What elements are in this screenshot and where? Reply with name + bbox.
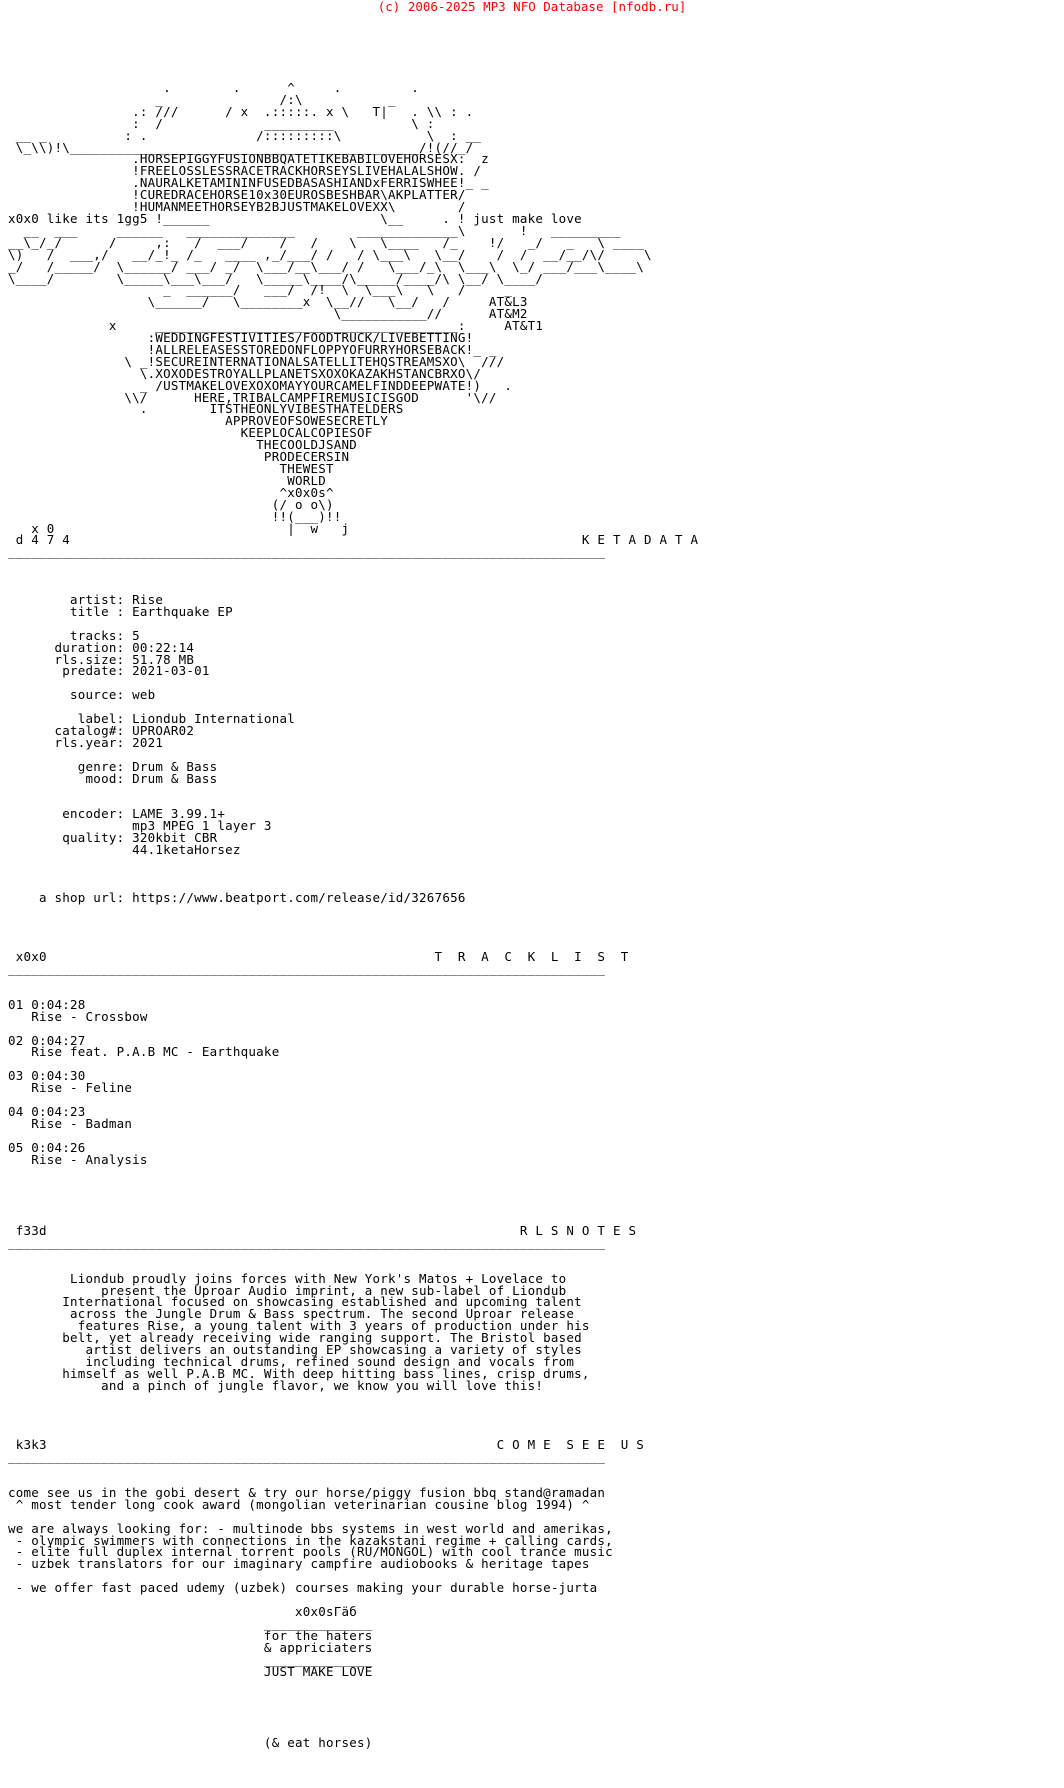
nfo-line: !!(___)!!: [8, 508, 342, 524]
nfo-line: belt, yet already receiving wide ranging support. The Bristol based: [8, 1330, 582, 1346]
nfo-line: ^x0x0s^: [8, 484, 334, 500]
site-copyright-link[interactable]: (c) 2006-2025 MP3 NFO Database [nfodb.ru]: [377, 0, 687, 14]
nfo-line: _/ /_____/ \______/ ___/ _/ \___/__\___/ / \___/_\ \___\ \_/ ___/___\____\: [8, 258, 644, 274]
nfo-line: [8, 1701, 698, 1713]
nfo-line: [8, 927, 698, 939]
nfo-line: Rise feat. P.A.B MC - Earthquake: [8, 1044, 280, 1060]
nfo-line: himself as well P.A.B MC. With deep hitting bass lines, crisp drums,: [8, 1365, 590, 1381]
nfo-line: _ ______/ ___/ /! \ \___\ \ / _: [8, 282, 513, 298]
nfo-line: including technical drums, refined sound design and vocals from: [8, 1353, 575, 1369]
nfo-line: 44.1ketaHorsez: [8, 842, 241, 857]
nfo-line: JUST MAKE LOVE: [8, 1663, 373, 1679]
nfo-line: mp3 MPEG 1 layer 3: [8, 818, 272, 834]
nfo-line: [8, 1689, 698, 1701]
nfo-line: PRODECERSIN: [8, 449, 350, 465]
nfo-line: \\/ HERE,TRIBALCAMPFIREMUSICISGOD '\//: [8, 389, 497, 405]
nfo-line: tracks: 5: [8, 627, 140, 643]
nfo-line: mood: Drum & Bass: [8, 770, 218, 786]
nfo-line: - we offer fast paced udemy (uzbek) courses making your durable horse-jurta: [8, 1580, 598, 1596]
nfo-line: Liondub proudly joins forces with New York's Matos + Lovelace to: [8, 1270, 567, 1286]
nfo-line: ______________: [8, 1615, 373, 1631]
nfo-line: ^ most tender long cook award (mongolian veterinarian cousine blog 1994) ^: [8, 1496, 590, 1512]
nfo-line: Rise - Crossbow: [8, 1008, 148, 1024]
nfo-line: [8, 1130, 698, 1142]
nfo-line: we are always looking for: - multinode bbs systems in west world and amerikas,: [8, 1520, 613, 1536]
nfo-line: f33d R L S N O T E S: [8, 1223, 637, 1238]
nfo-line: duration: 00:22:14: [8, 639, 195, 655]
nfo-line: . . ^ . .: [8, 80, 420, 95]
nfo-line: x 0 | w j: [8, 520, 350, 536]
nfo-line: International focused on showcasing established and upcoming talent: [8, 1294, 582, 1310]
nfo-line: THEWEST: [8, 461, 334, 476]
nfo-line: title : Earthquake EP: [8, 603, 233, 619]
nfo-line: label: Liondub International: [8, 711, 295, 727]
nfo-line: [8, 1165, 698, 1177]
nfo-line: - olympic swimmers with connections in the kazakstani regime + calling cards,: [8, 1532, 613, 1548]
nfo-line: [8, 1201, 698, 1213]
nfo-line: \_\\)!\_____________________________________________/!(//_/: [8, 139, 474, 155]
nfo-line: : / _________ \ :: [8, 115, 435, 131]
nfo-line: - elite full duplex internal torrent pools (RU/MONGOL) with cool trance music: [8, 1544, 613, 1560]
nfo-line: . ITSTHEONLYVIBESTHATELDERS: [8, 401, 404, 417]
nfo-line: [8, 868, 698, 880]
nfo-line: .HORSEPIGGYFUSIONBBQATETIKEBABILOVEHORSESX: z: [8, 151, 489, 167]
nfo-line: encoder: LAME 3.99.1+: [8, 806, 226, 822]
nfo-line: come see us in the gobi desert & try our horse/piggy fusion bbq stand@ramadan: [8, 1484, 606, 1500]
nfo-line: ______________: [8, 1651, 373, 1667]
nfo-line: KEEPLOCALCOPIESOF: [8, 425, 373, 441]
nfo-line: [8, 1713, 698, 1725]
nfo-line: across the Jungle Drum & Bass spectrum. The second Uproar release: [8, 1306, 575, 1322]
nfo-line: [8, 1249, 698, 1261]
nfo-line: and a pinch of jungle flavor, we know you will love this!: [8, 1377, 544, 1393]
nfo-line: \ _!SECUREINTERNATIONALSATELLITEHQSTREAMSXO\ ///: [8, 353, 505, 369]
nfo-line: __\_/_/ / ,: / ___/ / / \ \____ /_ !/ _/ _ \ ____: [8, 234, 644, 250]
nfo-line: [8, 1189, 698, 1201]
nfo-line: _ /:\ _: [8, 91, 396, 107]
nfo-line: !ALLRELEASESSTOREDONFLOPPYOFURRYHORSEBACK!_ _: [8, 341, 497, 357]
nfo-line: 02 0:04:27: [8, 1032, 86, 1048]
nfo-line: !FREELOSSLESSRACETRACKHORSEYSLIVEHALALSHOW. /: [8, 163, 482, 179]
nfo-line: catalog#: UPROAR02: [8, 722, 195, 738]
nfo-line: (/ o o\): [8, 496, 334, 512]
nfo-line: Rise - Analysis: [8, 1151, 148, 1167]
nfo-line: [8, 558, 698, 570]
nfo-line: x0x0 like its 1gg5 !______ \__ . ! just make love: [8, 210, 582, 226]
nfo-line: [8, 570, 698, 582]
nfo-line: [8, 1058, 698, 1070]
nfo-line: [8, 904, 698, 916]
nfo-line: predate: 2021-03-01: [8, 663, 210, 679]
nfo-line: rls.size: 51.78 MB: [8, 651, 195, 667]
nfo-line: _____________________________________________________________________________: [8, 1234, 606, 1250]
nfo-line: [8, 1392, 698, 1404]
nfo-line: Rise - Badman: [8, 1115, 133, 1131]
nfo-line: \______/ \________x \__// \__/ / AT&L3: [8, 294, 528, 310]
nfo-line: !HUMANMEETHORSEYB2BJUSTMAKELOVEXX\ /: [8, 199, 466, 215]
nfo-line: artist delivers an outstanding EP showcasing a variety of styles: [8, 1342, 582, 1358]
nfo-line: WORLD: [8, 472, 326, 488]
nfo-line: [8, 784, 698, 796]
nfo-line: rls.year: 2021: [8, 734, 164, 750]
nfo-line: d 4 7 4 K E T A D A T A: [8, 532, 699, 548]
nfo-line: _____________________________________________________________________________: [8, 1449, 606, 1465]
nfo-line: quality: 320kbit CBR: [8, 830, 218, 846]
nfo-line: _ /USTMAKELOVEXOXOMAYYOURCAMELFINDDEEPWATE!) .: [8, 377, 513, 393]
nfo-line: - uzbek translators for our imaginary campfire audiobooks & heritage tapes: [8, 1556, 590, 1572]
nfo-line: genre: Drum & Bass: [8, 758, 218, 774]
nfo-line: (& eat horses): [8, 1734, 373, 1750]
nfo-line: APPROVEOFSOWESECRETLY: [8, 413, 389, 429]
nfo-line: [8, 1404, 698, 1416]
nfo-line: [8, 1416, 698, 1428]
nfo-line: 04 0:04:23: [8, 1103, 86, 1119]
nfo-line: _____________________________________________________________________________: [8, 544, 606, 560]
nfo-line: .NAURALKETAMININFUSEDBASASHIANDxFERRISWHEE!_ _: [8, 175, 489, 191]
nfo-line: 01 0:04:28: [8, 996, 86, 1012]
nfo-line: for the haters: [8, 1627, 373, 1643]
nfo-line: Rise - Feline: [8, 1080, 133, 1096]
nfo-line: [8, 1177, 698, 1189]
nfo-line: [8, 987, 698, 999]
nfo-line: THECOOLDJSAND: [8, 437, 358, 453]
nfo-line: 05 0:04:26: [8, 1139, 86, 1155]
nfo-line: :WEDDINGFESTIVITIES/FOODTRUCK/LIVEBETTING!: [8, 330, 474, 346]
nfo-line: & appriciaters: [8, 1639, 373, 1655]
nfo-line: [8, 1677, 698, 1689]
nfo-line: \____/ \_____\___\___/ \_____\____/\_____/____/\ \__/ \____/: [8, 270, 544, 286]
nfo-line: _____________________________________________________________________________: [8, 961, 606, 977]
nfo-line: [8, 1023, 698, 1035]
nfo-line: source: web: [8, 687, 156, 703]
nfo-line: [8, 915, 698, 927]
nfo-line: \___________// AT&M2: [8, 306, 528, 322]
nfo-line: !CUREDRACEHORSE10x30EUROSBESHBAR\AKPLATTER/: [8, 187, 466, 203]
nfo-line: x _______________________________________: AT&T1: [8, 318, 544, 334]
nfo-line: [8, 1463, 698, 1475]
nfo-line: features Rise, a young talent with 3 years of production under his: [8, 1318, 590, 1334]
nfo-line: [8, 1094, 698, 1106]
nfo-line: __ _ : . /:::::::::\ \ : __: [8, 127, 482, 143]
nfo-line: k3k3 C O M E S E E U S: [8, 1437, 644, 1453]
nfo-text-block: [8, 82, 698, 1749]
nfo-line: 03 0:04:30: [8, 1068, 86, 1084]
nfo-line: [8, 975, 698, 987]
nfo-line: [8, 856, 698, 868]
nfo-line: present the Uproar Audio imprint, a new sub-label of Liondub: [8, 1282, 567, 1298]
nfo-line: \.XOXODESTROYALLPLANETSXOXOKAZAKHSTANCBRXO\/: [8, 365, 482, 381]
nfo-line: x0x0sГäб: [8, 1604, 358, 1619]
nfo-line: .: /// / x .:::::. x \ T| . \\ : .: [8, 103, 474, 119]
nfo-line: __ ___ ______ ______________ _____________\ ! _________: [8, 222, 621, 238]
nfo-line: \) / ___,/ __/_!_ /_ ____ ,_/___/ / / \___\ \__/ / / __/__/\/ \: [8, 246, 652, 262]
nfo-line: x0x0 T R A C K L I S T: [8, 949, 629, 965]
nfo-line: artist: Rise: [8, 591, 164, 607]
nfo-line: a shop url: https://www.beatport.com/release/id/3267656: [8, 889, 466, 905]
